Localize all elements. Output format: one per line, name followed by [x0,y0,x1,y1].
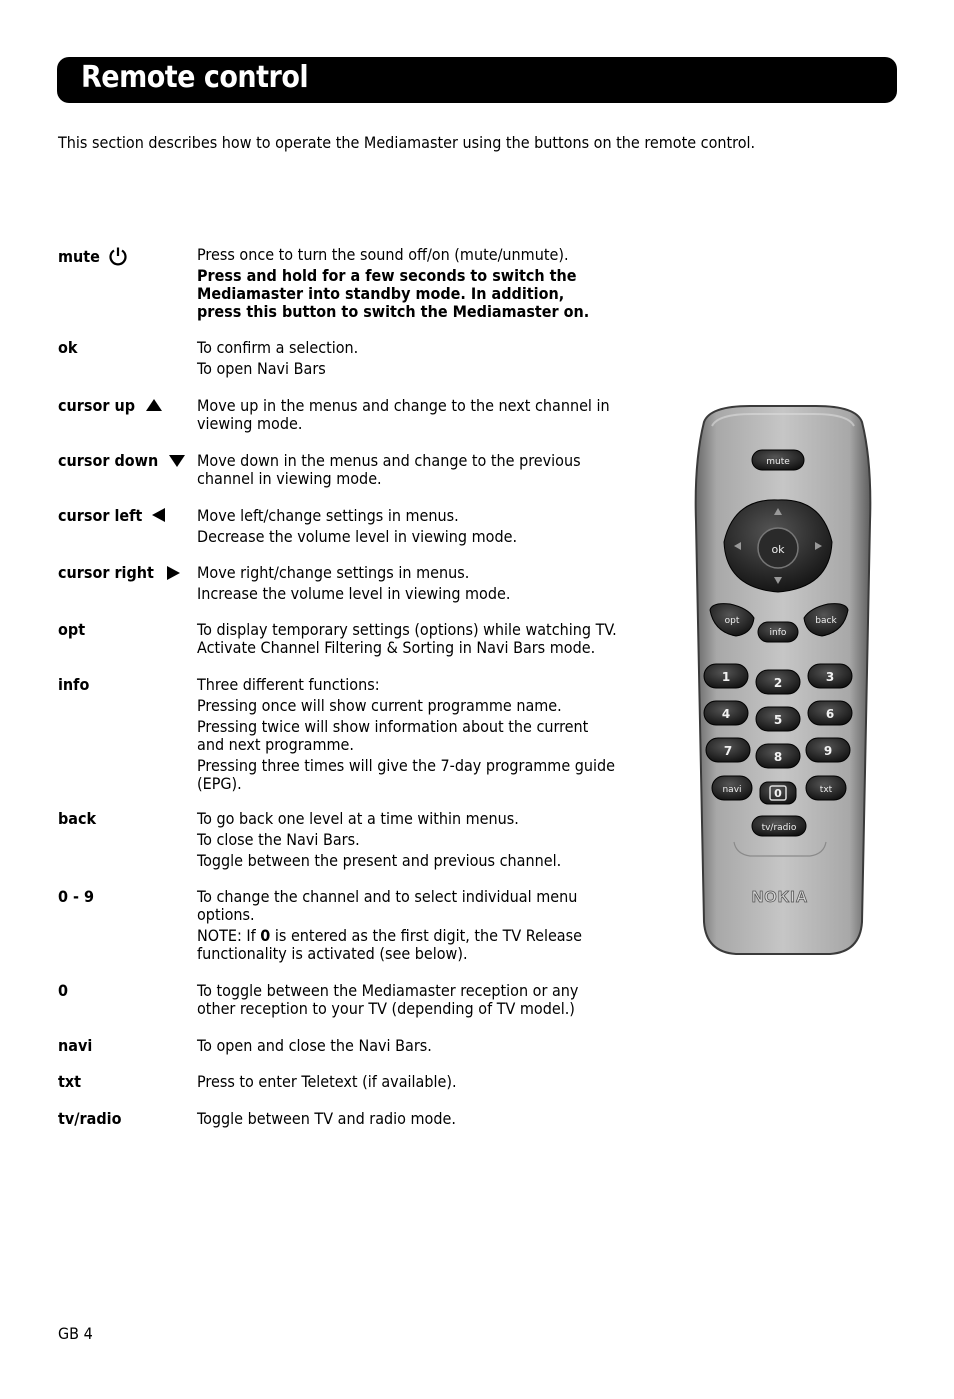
key-label: tv/radio [58,1109,122,1128]
note-line: NOTE: If 0 is entered as the first digit, the TV Release [197,926,582,945]
key-description: Press to enter Teletext (if available). [197,1072,457,1091]
key-description: Move up in the menus and change to the next channel in viewing mode. [197,396,610,433]
intro-text: This section describes how to operate the Mediamaster using the buttons on the remote control. [58,133,756,152]
page-title: Remote control [81,60,309,95]
svg-text:opt: opt [724,616,740,626]
triangle-right-icon [166,565,182,581]
svg-text:2: 2 [773,676,783,690]
key-description: To go back one level at a time within menus. To close the Navi Bars. Toggle between the present and previous channel. [197,809,562,870]
key-label: navi [58,1036,93,1055]
key-description: To confirm a selection. To open Navi Bars [197,338,359,378]
remote-navi-button [712,776,752,800]
key-description: To toggle between the Mediamaster reception or any other reception to your TV (depending of TV model.) [197,981,579,1018]
key-description: Move right/change settings in menus. Increase the volume level in viewing mode. [197,563,511,603]
triangle-down-icon [168,454,186,468]
key-label: mute [58,246,196,266]
title-bar [57,57,897,103]
remote-info-button [758,622,798,642]
svg-text:txt: txt [819,785,833,795]
key-label: 0 - 9 [58,887,95,906]
key-description: Press once to turn the sound off/on (mute/unmute). Press and hold for a few seconds to switch the Mediamaster into standby mode. In addition, press this button to switch the Mediamaster on. [197,245,590,321]
svg-text:1: 1 [721,670,731,684]
power-icon [108,246,128,266]
key-label: info [58,675,90,694]
key-label: cursor right [58,564,196,582]
key-label: txt [58,1072,82,1091]
remote-brand-logo: NOKIA [751,889,809,906]
svg-text:navi: navi [722,785,742,795]
triangle-left-icon [150,507,166,523]
svg-text:4: 4 [721,707,731,721]
key-description: Move left/change settings in menus. Decrease the volume level in viewing mode. [197,506,518,546]
remote-number-keys [704,664,852,768]
key-description: To change the channel and to select individual menu options. NOTE: If 0 is entered as the first digit, the TV Release functionality is activated (see below). [197,888,667,963]
svg-text:3: 3 [825,670,835,684]
key-label: ok [58,338,78,357]
key-description: To open and close the Navi Bars. [197,1036,432,1055]
key-description: To display temporary settings (options) while watching TV. Activate Channel Filtering & Sorting in Navi Bars mode. [197,620,617,657]
svg-text:7: 7 [723,744,733,758]
remote-tv-radio-button [752,816,806,836]
key-label: 0 [58,981,69,1000]
key-description: Move down in the menus and change to the previous channel in viewing mode. [197,451,581,488]
remote-control-image [690,402,876,962]
svg-text:info: info [769,628,787,638]
svg-text:mute: mute [766,457,790,467]
key-label: cursor down [58,452,196,470]
remote-zero-button [760,782,796,804]
key-label: cursor up [58,397,196,415]
remote-ok-label: ok [771,543,785,556]
svg-text:5: 5 [773,713,783,727]
remote-txt-button [806,776,846,800]
svg-text:8: 8 [773,750,783,764]
svg-text:back: back [815,616,837,626]
svg-text:9: 9 [823,744,833,758]
triangle-up-icon [145,398,163,412]
remote-dpad [724,500,832,592]
svg-text:tv/radio: tv/radio [761,823,797,833]
key-description: Three different functions: Pressing once will show current programme name. Pressing twice will show information about the current and next programme. Pressing three times will give the 7-day programme guide (EPG). [197,675,616,793]
svg-text:6: 6 [825,707,835,721]
key-label: cursor left [58,507,196,525]
key-label: back [58,809,97,828]
key-description: Toggle between TV and radio mode. [197,1109,456,1128]
key-label: opt [58,620,86,639]
svg-text:0: 0 [774,787,782,800]
page-number: GB 4 [58,1324,93,1343]
remote-mute-button [752,450,804,470]
